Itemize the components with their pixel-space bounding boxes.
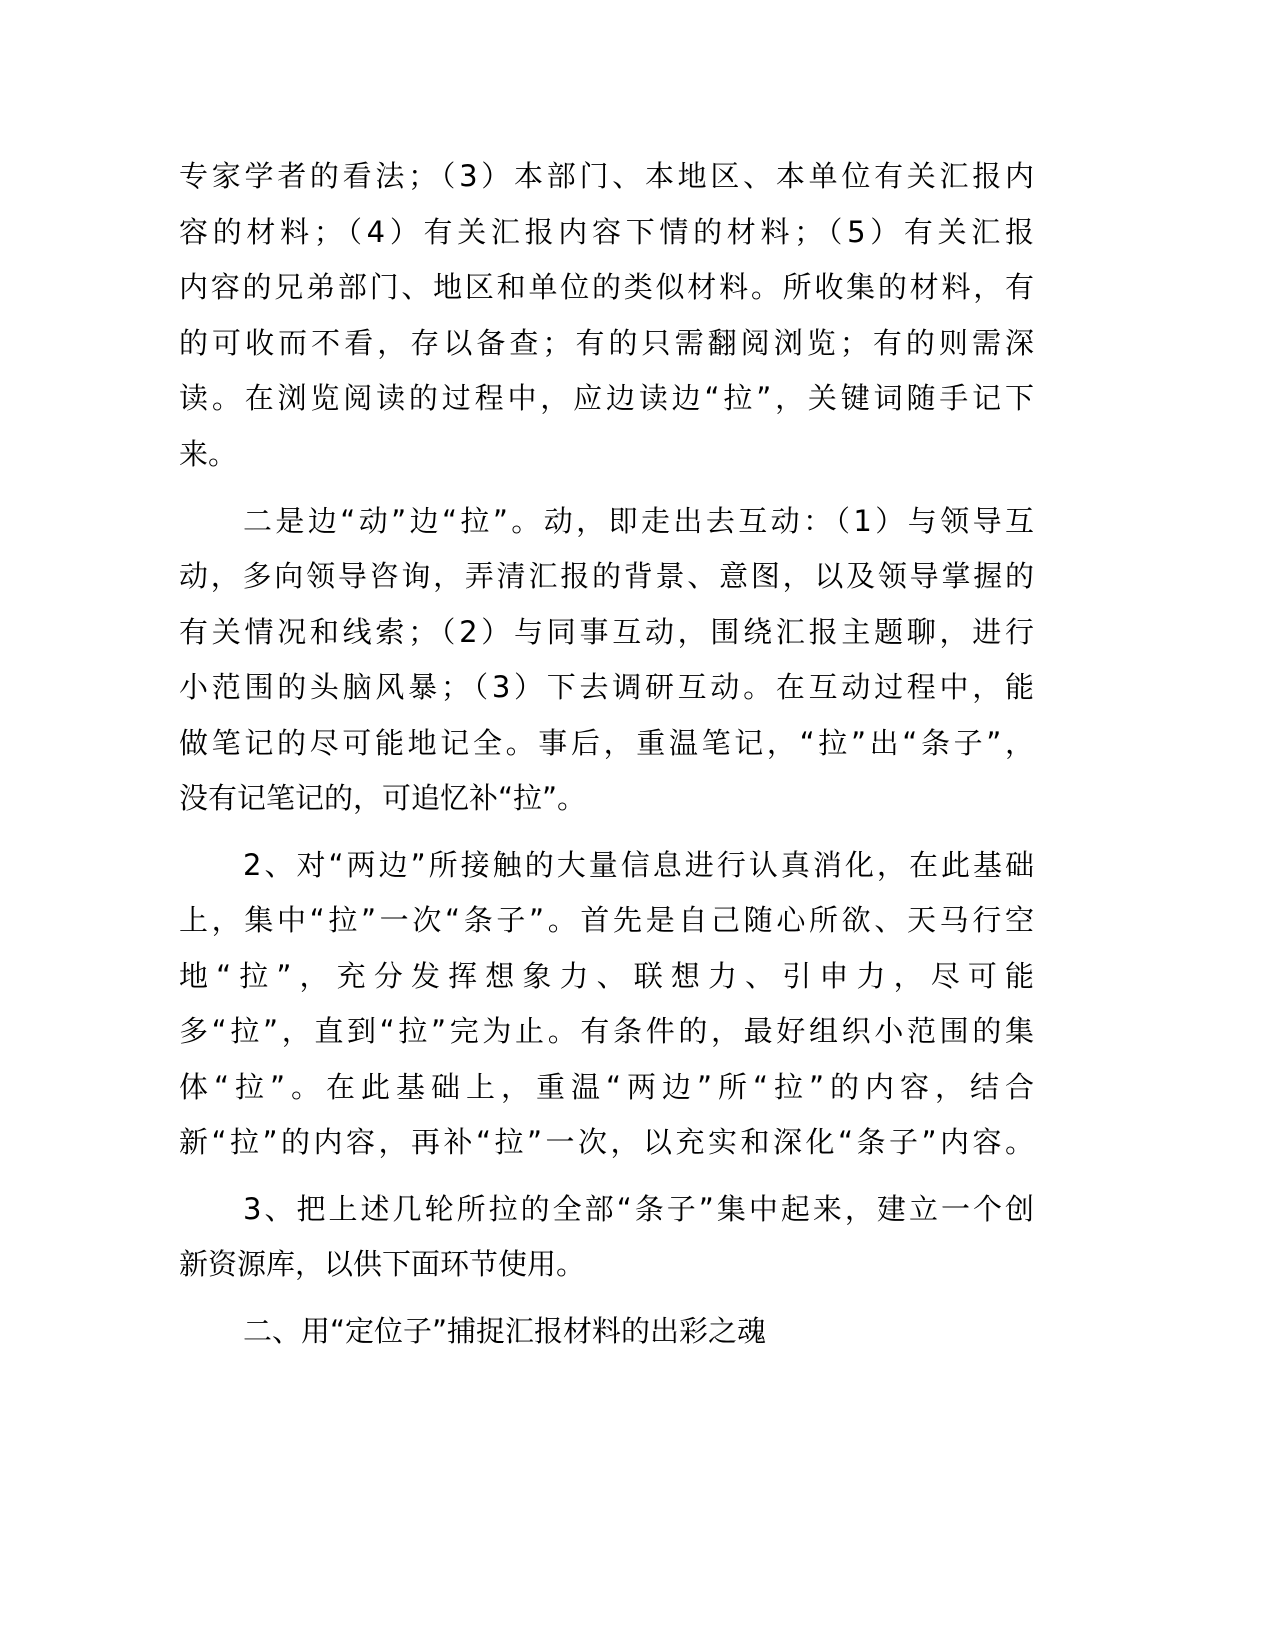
- text-line: 小范围的头脑风暴；（3）下去调研互动。在互动过程中，能: [179, 670, 1034, 704]
- text-line: 内容的兄弟部门、地区和单位的类似材料。所收集的材料，有: [179, 270, 1034, 304]
- text-line: 有关情况和线索；（2）与同事互动，围绕汇报主题聊，进行: [179, 615, 1034, 649]
- text-line: 动，多向领导咨询，弄清汇报的背景、意图，以及领导掌握的: [179, 559, 1034, 593]
- text-line: 新资源库，以供下面环节使用。: [179, 1247, 586, 1281]
- text-line: 专家学者的看法；（3）本部门、本地区、本单位有关汇报内: [179, 159, 1034, 193]
- text-line: 来。: [179, 437, 238, 471]
- document-page: [179, 0, 1034, 1650]
- text-line: 做笔记的尽可能地记全。事后，重温笔记，“拉”出“条子”，: [179, 726, 1034, 760]
- text-line: 二是边“动”边“拉”。动，即走出去互动：（1）与领导互: [243, 504, 1034, 538]
- text-line: 地“拉”，充分发挥想象力、联想力、引申力，尽可能: [179, 959, 1034, 993]
- text-line: 上，集中“拉”一次“条子”。首先是自己随心所欲、天马行空: [179, 903, 1034, 937]
- text-line: 2、对“两边”所接触的大量信息进行认真消化，在此基础: [243, 848, 1034, 882]
- text-line: 体“拉”。在此基础上，重温“两边”所“拉”的内容，结合: [179, 1070, 1034, 1104]
- text-line: 的可收而不看，存以备查；有的只需翻阅浏览；有的则需深: [179, 326, 1034, 360]
- text-line: 二、用“定位子”捕捉汇报材料的出彩之魂: [243, 1314, 767, 1348]
- text-line: 多“拉”，直到“拉”完为止。有条件的，最好组织小范围的集: [179, 1014, 1034, 1048]
- text-line: 容的材料；（4）有关汇报内容下情的材料；（5）有关汇报: [179, 215, 1034, 249]
- text-line: 3、把上述几轮所拉的全部“条子”集中起来，建立一个创: [243, 1192, 1034, 1226]
- text-line: 读。在浏览阅读的过程中，应边读边“拉”，关键词随手记下: [179, 381, 1034, 415]
- text-line: 没有记笔记的，可追忆补“拉”。: [179, 781, 587, 815]
- text-line: 新“拉”的内容，再补“拉”一次，以充实和深化“条子”内容。: [179, 1125, 1034, 1159]
